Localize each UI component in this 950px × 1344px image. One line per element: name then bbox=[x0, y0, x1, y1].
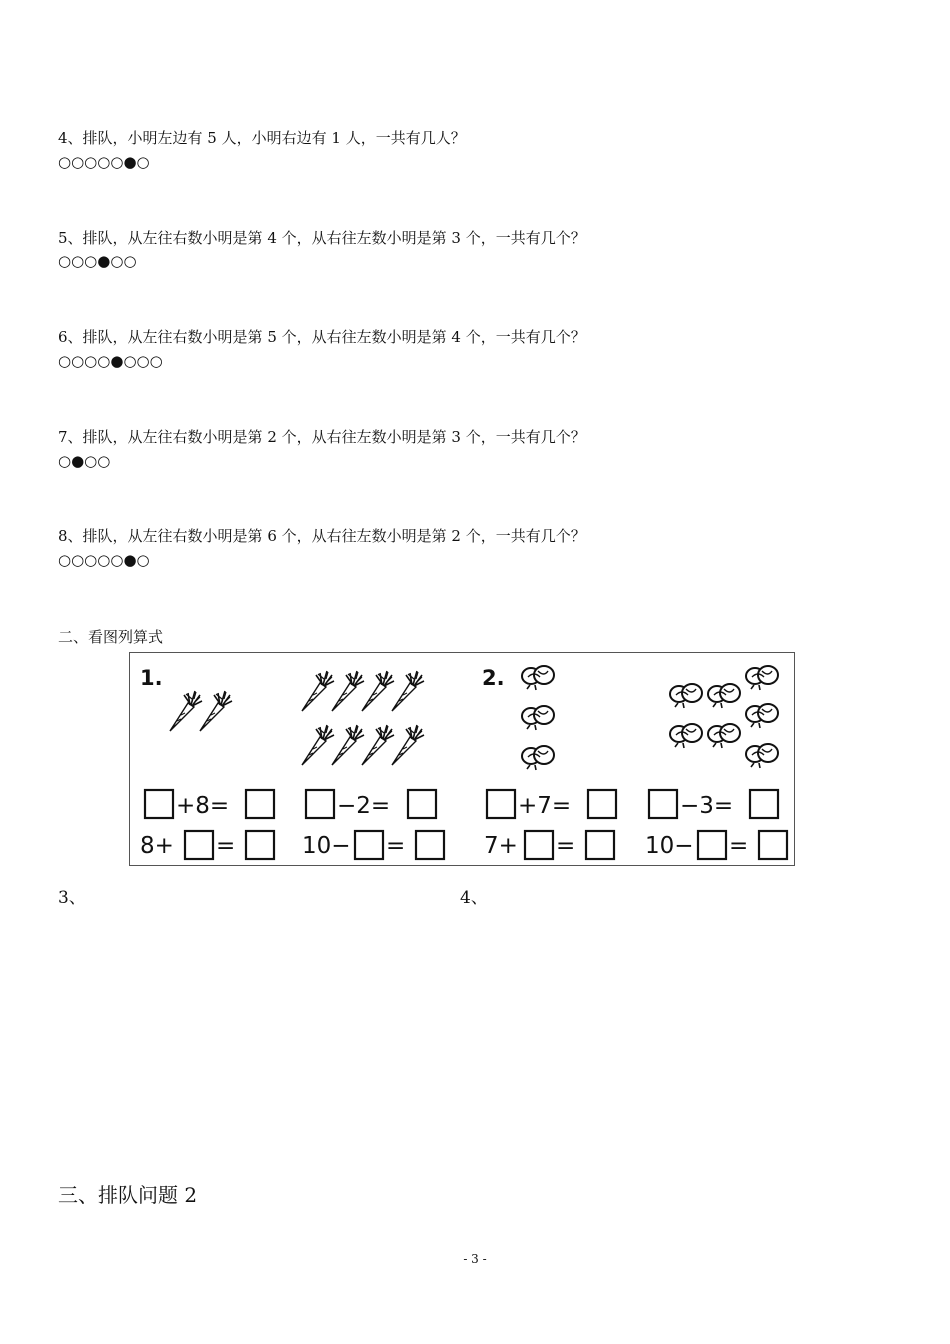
answer-box[interactable] bbox=[185, 831, 213, 859]
queue-circles-4: ○○○○○●○ bbox=[58, 153, 150, 171]
carrot-icon bbox=[362, 725, 394, 765]
label-3: 3、 bbox=[58, 888, 86, 908]
equation-part: = bbox=[556, 833, 576, 859]
carrot-icon bbox=[362, 671, 394, 711]
fly-icon bbox=[746, 666, 778, 690]
carrot-icon bbox=[332, 671, 364, 711]
fly-icon bbox=[522, 666, 554, 690]
figure-drawing bbox=[130, 653, 794, 865]
queue-circles-7: ○●○○ bbox=[58, 452, 111, 470]
answer-box[interactable] bbox=[750, 790, 778, 818]
page-number: - 3 - bbox=[463, 1252, 487, 1266]
fly-icon bbox=[708, 724, 740, 748]
answer-box[interactable] bbox=[487, 790, 515, 818]
equation-part: = bbox=[729, 833, 749, 859]
equation-part: 7+ bbox=[484, 833, 518, 859]
queue-circles-8: ○○○○○●○ bbox=[58, 551, 150, 569]
equation-part: = bbox=[386, 833, 406, 859]
fly-icon bbox=[708, 684, 740, 708]
queue-circles-6: ○○○○●○○○ bbox=[58, 352, 163, 370]
answer-box[interactable] bbox=[759, 831, 787, 859]
carrot-icon bbox=[392, 725, 424, 765]
fly-icon bbox=[522, 706, 554, 730]
equation-part: +7= bbox=[518, 793, 572, 819]
equation-part: 8+ bbox=[140, 833, 174, 859]
question-5: 5、排队，从左往右数小明是第 4 个，从右往左数小明是第 3 个，一共有几个？ bbox=[58, 229, 586, 247]
fly-icon bbox=[746, 744, 778, 768]
figure-label-1: 1. bbox=[140, 666, 163, 690]
equation-part: 10− bbox=[645, 833, 694, 859]
queue-circles-5: ○○○●○○ bbox=[58, 252, 137, 270]
fly-icon bbox=[670, 684, 702, 708]
fly-icon bbox=[670, 724, 702, 748]
section-2-title: 二、看图列算式 bbox=[58, 628, 164, 646]
carrot-icon bbox=[200, 691, 232, 731]
equation-part: −3= bbox=[680, 793, 734, 819]
label-4: 4、 bbox=[460, 888, 488, 908]
section-3-title: 三、排队问题 2 bbox=[58, 1183, 198, 1207]
fly-icon bbox=[522, 746, 554, 770]
answer-box[interactable] bbox=[698, 831, 726, 859]
picture-equation-figure bbox=[129, 652, 795, 866]
equation-part: +8= bbox=[176, 793, 230, 819]
answer-box[interactable] bbox=[416, 831, 444, 859]
answer-box[interactable] bbox=[306, 790, 334, 818]
carrot-icon bbox=[332, 725, 364, 765]
question-7: 7、排队，从左往右数小明是第 2 个，从右往左数小明是第 3 个，一共有几个？ bbox=[58, 428, 586, 446]
answer-box[interactable] bbox=[649, 790, 677, 818]
figure-label-2: 2. bbox=[482, 666, 505, 690]
answer-box[interactable] bbox=[408, 790, 436, 818]
equation-part: = bbox=[216, 833, 236, 859]
question-6: 6、排队，从左往右数小明是第 5 个，从右往左数小明是第 4 个，一共有几个？ bbox=[58, 328, 586, 346]
question-8: 8、排队，从左往右数小明是第 6 个，从右往左数小明是第 2 个，一共有几个？ bbox=[58, 527, 586, 545]
answer-box[interactable] bbox=[588, 790, 616, 818]
answer-box[interactable] bbox=[525, 831, 553, 859]
answer-box[interactable] bbox=[355, 831, 383, 859]
fly-icon bbox=[746, 704, 778, 728]
question-4: 4、排队，小明左边有 5 人，小明右边有 1 人，一共有几人？ bbox=[58, 129, 466, 147]
carrot-icon bbox=[392, 671, 424, 711]
carrot-icon bbox=[170, 691, 202, 731]
equation-part: 10− bbox=[302, 833, 351, 859]
answer-box[interactable] bbox=[586, 831, 614, 859]
carrot-icon bbox=[302, 671, 334, 711]
answer-box[interactable] bbox=[246, 831, 274, 859]
carrot-icon bbox=[302, 725, 334, 765]
answer-box[interactable] bbox=[145, 790, 173, 818]
answer-box[interactable] bbox=[246, 790, 274, 818]
equation-part: −2= bbox=[337, 793, 391, 819]
